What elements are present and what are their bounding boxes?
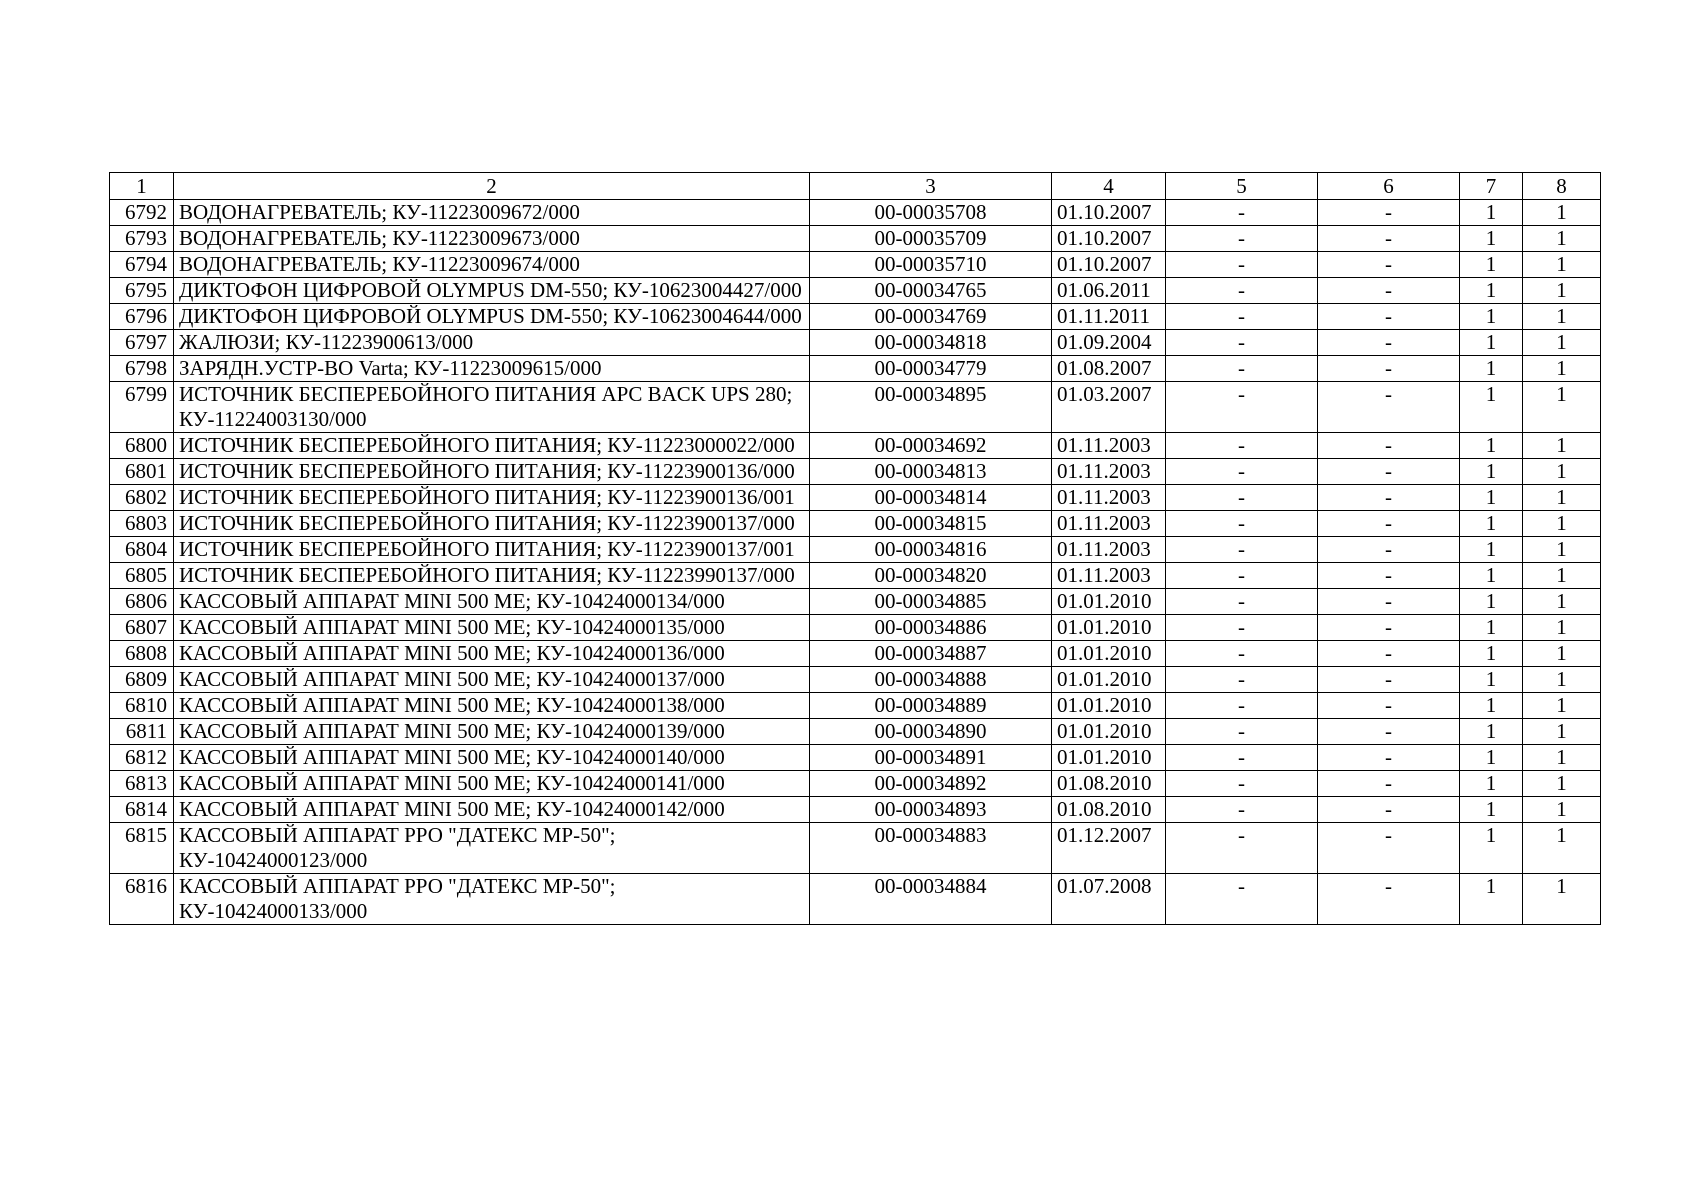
date-cell: 01.01.2010 bbox=[1052, 745, 1166, 771]
column-5-cell: - bbox=[1166, 589, 1318, 615]
inventory-code-cell: 00-00035708 bbox=[810, 200, 1052, 226]
inventory-code-cell: 00-00034816 bbox=[810, 537, 1052, 563]
column-6-cell: - bbox=[1318, 278, 1460, 304]
item-name-cell: КАССОВЫЙ АППАРАТ MINI 500 ME; КУ-10424000134/000 bbox=[174, 589, 810, 615]
row-number-cell: 6795 bbox=[110, 278, 174, 304]
table-row bbox=[110, 641, 1601, 667]
column-8-cell: 1 bbox=[1523, 745, 1601, 771]
table-row bbox=[110, 459, 1601, 485]
column-5-cell: - bbox=[1166, 485, 1318, 511]
date-cell: 01.08.2010 bbox=[1052, 771, 1166, 797]
column-6-cell: - bbox=[1318, 563, 1460, 589]
row-number-cell: 6797 bbox=[110, 330, 174, 356]
inventory-code-cell: 00-00034887 bbox=[810, 641, 1052, 667]
row-number-cell: 6815 bbox=[110, 823, 174, 874]
date-cell: 01.11.2003 bbox=[1052, 537, 1166, 563]
column-7-cell: 1 bbox=[1460, 563, 1523, 589]
column-7-cell: 1 bbox=[1460, 485, 1523, 511]
column-6-cell: - bbox=[1318, 537, 1460, 563]
date-cell: 01.10.2007 bbox=[1052, 252, 1166, 278]
column-8-cell: 1 bbox=[1523, 252, 1601, 278]
column-7-cell: 1 bbox=[1460, 589, 1523, 615]
header-cell: 3 bbox=[810, 173, 1052, 200]
column-7-cell: 1 bbox=[1460, 356, 1523, 382]
table-header bbox=[110, 173, 1601, 200]
date-cell: 01.10.2007 bbox=[1052, 200, 1166, 226]
column-7-cell: 1 bbox=[1460, 330, 1523, 356]
inventory-code-cell: 00-00034893 bbox=[810, 797, 1052, 823]
column-6-cell: - bbox=[1318, 485, 1460, 511]
date-cell: 01.01.2010 bbox=[1052, 667, 1166, 693]
table-row bbox=[110, 719, 1601, 745]
column-8-cell: 1 bbox=[1523, 874, 1601, 925]
item-name-cell: ИСТОЧНИК БЕСПЕРЕБОЙНОГО ПИТАНИЯ; КУ-11223000022/000 bbox=[174, 433, 810, 459]
column-8-cell: 1 bbox=[1523, 433, 1601, 459]
row-number-cell: 6809 bbox=[110, 667, 174, 693]
date-cell: 01.06.2011 bbox=[1052, 278, 1166, 304]
table-row bbox=[110, 278, 1601, 304]
item-name-cell: ИСТОЧНИК БЕСПЕРЕБОЙНОГО ПИТАНИЯ; КУ-11223900136/000 bbox=[174, 459, 810, 485]
row-number-cell: 6804 bbox=[110, 537, 174, 563]
column-8-cell: 1 bbox=[1523, 485, 1601, 511]
item-name-cell: ДИКТОФОН ЦИФРОВОЙ OLYMPUS DM-550; КУ-10623004644/000 bbox=[174, 304, 810, 330]
column-7-cell: 1 bbox=[1460, 200, 1523, 226]
inventory-code-cell: 00-00034779 bbox=[810, 356, 1052, 382]
column-5-cell: - bbox=[1166, 745, 1318, 771]
column-6-cell: - bbox=[1318, 641, 1460, 667]
row-number-cell: 6808 bbox=[110, 641, 174, 667]
date-cell: 01.11.2003 bbox=[1052, 485, 1166, 511]
column-5-cell: - bbox=[1166, 511, 1318, 537]
inventory-code-cell: 00-00034886 bbox=[810, 615, 1052, 641]
column-8-cell: 1 bbox=[1523, 693, 1601, 719]
row-number-cell: 6816 bbox=[110, 874, 174, 925]
item-name-cell: КАССОВЫЙ АППАРАТ MINI 500 ME; КУ-10424000137/000 bbox=[174, 667, 810, 693]
table-row bbox=[110, 330, 1601, 356]
date-cell: 01.01.2010 bbox=[1052, 719, 1166, 745]
table-row bbox=[110, 667, 1601, 693]
row-number-cell: 6798 bbox=[110, 356, 174, 382]
column-7-cell: 1 bbox=[1460, 278, 1523, 304]
date-cell: 01.01.2010 bbox=[1052, 641, 1166, 667]
column-8-cell: 1 bbox=[1523, 719, 1601, 745]
header-cell: 7 bbox=[1460, 173, 1523, 200]
header-cell: 5 bbox=[1166, 173, 1318, 200]
column-6-cell: - bbox=[1318, 304, 1460, 330]
row-number-cell: 6806 bbox=[110, 589, 174, 615]
column-7-cell: 1 bbox=[1460, 693, 1523, 719]
column-7-cell: 1 bbox=[1460, 511, 1523, 537]
column-7-cell: 1 bbox=[1460, 641, 1523, 667]
date-cell: 01.01.2010 bbox=[1052, 589, 1166, 615]
item-name-cell: КАССОВЫЙ АППАРАТ MINI 500 ME; КУ-10424000136/000 bbox=[174, 641, 810, 667]
table-row bbox=[110, 226, 1601, 252]
column-6-cell: - bbox=[1318, 771, 1460, 797]
row-number-cell: 6807 bbox=[110, 615, 174, 641]
table-body bbox=[110, 200, 1601, 925]
column-6-cell: - bbox=[1318, 693, 1460, 719]
column-5-cell: - bbox=[1166, 226, 1318, 252]
table-row bbox=[110, 615, 1601, 641]
column-5-cell: - bbox=[1166, 797, 1318, 823]
column-8-cell: 1 bbox=[1523, 382, 1601, 433]
item-name-cell: КАССОВЫЙ АППАРАТ MINI 500 ME; КУ-10424000141/000 bbox=[174, 771, 810, 797]
item-name-cell: ИСТОЧНИК БЕСПЕРЕБОЙНОГО ПИТАНИЯ; КУ-11223900136/001 bbox=[174, 485, 810, 511]
date-cell: 01.10.2007 bbox=[1052, 226, 1166, 252]
column-8-cell: 1 bbox=[1523, 615, 1601, 641]
date-cell: 01.03.2007 bbox=[1052, 382, 1166, 433]
column-7-cell: 1 bbox=[1460, 874, 1523, 925]
table-row bbox=[110, 252, 1601, 278]
date-cell: 01.11.2003 bbox=[1052, 563, 1166, 589]
column-8-cell: 1 bbox=[1523, 330, 1601, 356]
column-5-cell: - bbox=[1166, 382, 1318, 433]
column-6-cell: - bbox=[1318, 200, 1460, 226]
inventory-code-cell: 00-00034692 bbox=[810, 433, 1052, 459]
table-row bbox=[110, 589, 1601, 615]
column-7-cell: 1 bbox=[1460, 823, 1523, 874]
date-cell: 01.11.2003 bbox=[1052, 459, 1166, 485]
row-number-cell: 6799 bbox=[110, 382, 174, 433]
item-name-cell: ВОДОНАГРЕВАТЕЛЬ; КУ-11223009674/000 bbox=[174, 252, 810, 278]
column-8-cell: 1 bbox=[1523, 563, 1601, 589]
date-cell: 01.01.2010 bbox=[1052, 693, 1166, 719]
column-6-cell: - bbox=[1318, 511, 1460, 537]
column-6-cell: - bbox=[1318, 252, 1460, 278]
column-6-cell: - bbox=[1318, 459, 1460, 485]
column-8-cell: 1 bbox=[1523, 641, 1601, 667]
column-8-cell: 1 bbox=[1523, 226, 1601, 252]
row-number-cell: 6801 bbox=[110, 459, 174, 485]
column-6-cell: - bbox=[1318, 589, 1460, 615]
table-row bbox=[110, 433, 1601, 459]
column-6-cell: - bbox=[1318, 330, 1460, 356]
inventory-code-cell: 00-00034765 bbox=[810, 278, 1052, 304]
item-name-cell: ЖАЛЮЗИ; КУ-11223900613/000 bbox=[174, 330, 810, 356]
column-5-cell: - bbox=[1166, 667, 1318, 693]
row-number-cell: 6792 bbox=[110, 200, 174, 226]
column-8-cell: 1 bbox=[1523, 278, 1601, 304]
column-7-cell: 1 bbox=[1460, 304, 1523, 330]
table-row bbox=[110, 823, 1601, 874]
item-name-cell: КАССОВЫЙ АППАРАТ MINI 500 ME; КУ-10424000138/000 bbox=[174, 693, 810, 719]
inventory-code-cell: 00-00034815 bbox=[810, 511, 1052, 537]
column-7-cell: 1 bbox=[1460, 382, 1523, 433]
date-cell: 01.11.2011 bbox=[1052, 304, 1166, 330]
column-8-cell: 1 bbox=[1523, 459, 1601, 485]
table-row bbox=[110, 563, 1601, 589]
table-row bbox=[110, 745, 1601, 771]
column-8-cell: 1 bbox=[1523, 511, 1601, 537]
table-row bbox=[110, 874, 1601, 925]
column-5-cell: - bbox=[1166, 693, 1318, 719]
inventory-code-cell: 00-00034892 bbox=[810, 771, 1052, 797]
column-5-cell: - bbox=[1166, 641, 1318, 667]
inventory-code-cell: 00-00035709 bbox=[810, 226, 1052, 252]
inventory-code-cell: 00-00034889 bbox=[810, 693, 1052, 719]
header-cell: 6 bbox=[1318, 173, 1460, 200]
column-6-cell: - bbox=[1318, 382, 1460, 433]
column-7-cell: 1 bbox=[1460, 719, 1523, 745]
item-name-cell: ВОДОНАГРЕВАТЕЛЬ; КУ-11223009672/000 bbox=[174, 200, 810, 226]
table-row bbox=[110, 771, 1601, 797]
column-5-cell: - bbox=[1166, 615, 1318, 641]
inventory-table bbox=[109, 172, 1601, 925]
item-name-cell: КАССОВЫЙ АППАРАТ MINI 500 ME; КУ-10424000139/000 bbox=[174, 719, 810, 745]
inventory-code-cell: 00-00034888 bbox=[810, 667, 1052, 693]
column-6-cell: - bbox=[1318, 874, 1460, 925]
item-name-cell: ИСТОЧНИК БЕСПЕРЕБОЙНОГО ПИТАНИЯ; КУ-11223900137/000 bbox=[174, 511, 810, 537]
table-row bbox=[110, 382, 1601, 433]
row-number-cell: 6803 bbox=[110, 511, 174, 537]
column-5-cell: - bbox=[1166, 356, 1318, 382]
column-5-cell: - bbox=[1166, 719, 1318, 745]
column-8-cell: 1 bbox=[1523, 356, 1601, 382]
row-number-cell: 6796 bbox=[110, 304, 174, 330]
row-number-cell: 6813 bbox=[110, 771, 174, 797]
column-8-cell: 1 bbox=[1523, 797, 1601, 823]
table-row bbox=[110, 797, 1601, 823]
date-cell: 01.07.2008 bbox=[1052, 874, 1166, 925]
row-number-cell: 6794 bbox=[110, 252, 174, 278]
item-name-cell: ЗАРЯДН.УСТР-ВО Varta; КУ-11223009615/000 bbox=[174, 356, 810, 382]
inventory-code-cell: 00-00034884 bbox=[810, 874, 1052, 925]
item-name-cell: ИСТОЧНИК БЕСПЕРЕБОЙНОГО ПИТАНИЯ; КУ-11223990137/000 bbox=[174, 563, 810, 589]
column-6-cell: - bbox=[1318, 667, 1460, 693]
column-5-cell: - bbox=[1166, 200, 1318, 226]
column-7-cell: 1 bbox=[1460, 797, 1523, 823]
column-5-cell: - bbox=[1166, 563, 1318, 589]
column-5-cell: - bbox=[1166, 278, 1318, 304]
table-row bbox=[110, 356, 1601, 382]
date-cell: 01.11.2003 bbox=[1052, 433, 1166, 459]
column-7-cell: 1 bbox=[1460, 615, 1523, 641]
column-7-cell: 1 bbox=[1460, 226, 1523, 252]
table-row bbox=[110, 485, 1601, 511]
date-cell: 01.11.2003 bbox=[1052, 511, 1166, 537]
item-name-cell: КАССОВЫЙ АППАРАТ MINI 500 ME; КУ-10424000135/000 bbox=[174, 615, 810, 641]
column-5-cell: - bbox=[1166, 771, 1318, 797]
inventory-code-cell: 00-00034769 bbox=[810, 304, 1052, 330]
column-5-cell: - bbox=[1166, 537, 1318, 563]
inventory-code-cell: 00-00035710 bbox=[810, 252, 1052, 278]
column-7-cell: 1 bbox=[1460, 745, 1523, 771]
header-row bbox=[110, 173, 1601, 200]
column-5-cell: - bbox=[1166, 304, 1318, 330]
column-7-cell: 1 bbox=[1460, 252, 1523, 278]
header-cell: 4 bbox=[1052, 173, 1166, 200]
column-7-cell: 1 bbox=[1460, 459, 1523, 485]
date-cell: 01.08.2010 bbox=[1052, 797, 1166, 823]
column-5-cell: - bbox=[1166, 823, 1318, 874]
column-6-cell: - bbox=[1318, 745, 1460, 771]
column-5-cell: - bbox=[1166, 433, 1318, 459]
column-8-cell: 1 bbox=[1523, 823, 1601, 874]
column-6-cell: - bbox=[1318, 615, 1460, 641]
column-7-cell: 1 bbox=[1460, 667, 1523, 693]
item-name-cell: ДИКТОФОН ЦИФРОВОЙ OLYMPUS DM-550; КУ-10623004427/000 bbox=[174, 278, 810, 304]
inventory-code-cell: 00-00034891 bbox=[810, 745, 1052, 771]
row-number-cell: 6810 bbox=[110, 693, 174, 719]
item-name-cell: ВОДОНАГРЕВАТЕЛЬ; КУ-11223009673/000 bbox=[174, 226, 810, 252]
item-name-cell: КАССОВЫЙ АППАРАТ MINI 500 ME; КУ-10424000142/000 bbox=[174, 797, 810, 823]
table-row bbox=[110, 304, 1601, 330]
column-5-cell: - bbox=[1166, 459, 1318, 485]
date-cell: 01.12.2007 bbox=[1052, 823, 1166, 874]
row-number-cell: 6805 bbox=[110, 563, 174, 589]
table-row bbox=[110, 200, 1601, 226]
column-6-cell: - bbox=[1318, 433, 1460, 459]
row-number-cell: 6812 bbox=[110, 745, 174, 771]
column-8-cell: 1 bbox=[1523, 771, 1601, 797]
column-8-cell: 1 bbox=[1523, 589, 1601, 615]
column-8-cell: 1 bbox=[1523, 304, 1601, 330]
item-name-cell: ИСТОЧНИК БЕСПЕРЕБОЙНОГО ПИТАНИЯ; КУ-11223900137/001 bbox=[174, 537, 810, 563]
header-cell: 1 bbox=[110, 173, 174, 200]
inventory-code-cell: 00-00034820 bbox=[810, 563, 1052, 589]
row-number-cell: 6802 bbox=[110, 485, 174, 511]
header-cell: 8 bbox=[1523, 173, 1601, 200]
header-cell: 2 bbox=[174, 173, 810, 200]
date-cell: 01.01.2010 bbox=[1052, 615, 1166, 641]
column-5-cell: - bbox=[1166, 252, 1318, 278]
column-8-cell: 1 bbox=[1523, 537, 1601, 563]
column-8-cell: 1 bbox=[1523, 667, 1601, 693]
column-5-cell: - bbox=[1166, 874, 1318, 925]
row-number-cell: 6793 bbox=[110, 226, 174, 252]
column-7-cell: 1 bbox=[1460, 771, 1523, 797]
column-6-cell: - bbox=[1318, 719, 1460, 745]
date-cell: 01.09.2004 bbox=[1052, 330, 1166, 356]
inventory-code-cell: 00-00034814 bbox=[810, 485, 1052, 511]
item-name-cell: КАССОВЫЙ АППАРАТ РРО "ДАТЕКС МР-50"; КУ-10424000123/000 bbox=[174, 823, 810, 874]
table-row bbox=[110, 511, 1601, 537]
column-6-cell: - bbox=[1318, 356, 1460, 382]
column-6-cell: - bbox=[1318, 823, 1460, 874]
inventory-code-cell: 00-00034818 bbox=[810, 330, 1052, 356]
date-cell: 01.08.2007 bbox=[1052, 356, 1166, 382]
inventory-code-cell: 00-00034885 bbox=[810, 589, 1052, 615]
inventory-code-cell: 00-00034883 bbox=[810, 823, 1052, 874]
column-7-cell: 1 bbox=[1460, 433, 1523, 459]
inventory-code-cell: 00-00034890 bbox=[810, 719, 1052, 745]
column-8-cell: 1 bbox=[1523, 200, 1601, 226]
column-5-cell: - bbox=[1166, 330, 1318, 356]
item-name-cell: ИСТОЧНИК БЕСПЕРЕБОЙНОГО ПИТАНИЯ APC BACK UPS 280; КУ-11224003130/000 bbox=[174, 382, 810, 433]
row-number-cell: 6814 bbox=[110, 797, 174, 823]
column-6-cell: - bbox=[1318, 226, 1460, 252]
column-6-cell: - bbox=[1318, 797, 1460, 823]
row-number-cell: 6800 bbox=[110, 433, 174, 459]
column-7-cell: 1 bbox=[1460, 537, 1523, 563]
item-name-cell: КАССОВЫЙ АППАРАТ MINI 500 ME; КУ-10424000140/000 bbox=[174, 745, 810, 771]
inventory-code-cell: 00-00034895 bbox=[810, 382, 1052, 433]
item-name-cell: КАССОВЫЙ АППАРАТ РРО "ДАТЕКС МР-50"; КУ-10424000133/000 bbox=[174, 874, 810, 925]
row-number-cell: 6811 bbox=[110, 719, 174, 745]
table-row bbox=[110, 537, 1601, 563]
inventory-code-cell: 00-00034813 bbox=[810, 459, 1052, 485]
table-row bbox=[110, 693, 1601, 719]
